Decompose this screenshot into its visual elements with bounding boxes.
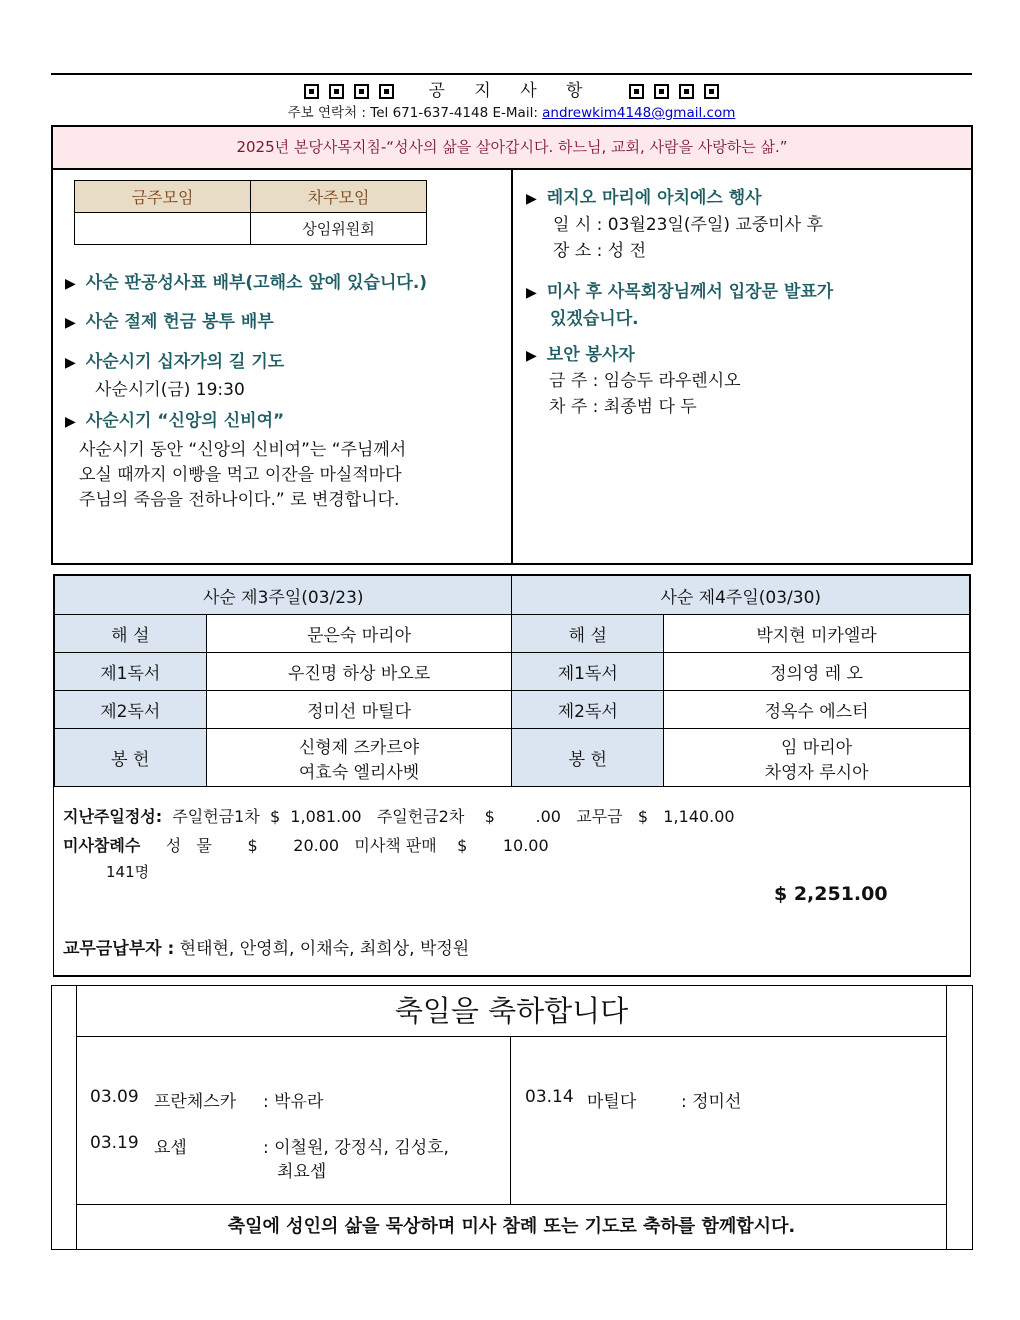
offering-total: $ 2,251.00 — [774, 883, 888, 905]
feast-footer: 축일에 성인의 삶을 묵상하며 미사 참례 또는 기도로 축하를 함께합시다. — [227, 1216, 796, 1237]
notice-text: 사순 절제 헌금 봉투 배부 — [85, 312, 274, 332]
square-bullet-icon — [679, 84, 694, 99]
top-rule — [51, 73, 972, 75]
notice-detail: 주님의 죽음을 전하나이다.” 로 변경합니다. — [79, 490, 400, 510]
offering-label: 교무금 — [576, 807, 623, 826]
notice-text: 사순시기 십자가의 길 기도 — [85, 352, 285, 372]
feast-saint: 요셉 — [154, 1138, 187, 1158]
row-label: 봉 헌 — [55, 729, 207, 787]
triangle-right-icon: ▶ — [65, 414, 76, 430]
contact-line — [51, 101, 972, 121]
offering-name: 차영자 루시아 — [764, 762, 869, 783]
triangle-right-icon: ▶ — [65, 315, 76, 331]
attendance-label: 미사참례수 — [63, 836, 141, 855]
schedule-cell: 정의영 레 오 — [664, 653, 970, 691]
notice-text-cont: 있겠습니다. — [550, 309, 639, 329]
this-week-meeting-value — [75, 213, 251, 245]
week3-header: 사순 제3주일(03/23) — [55, 576, 512, 615]
pastoral-banner: 2025년 본당사목지침-“성사의 삶을 살아갑시다. 하느님, 교회, 사람을 사랑하는 삶.” — [53, 127, 971, 170]
notice-text: 미사 후 사목회장님께서 입장문 발표가 — [546, 282, 834, 302]
feast-day-box — [51, 985, 973, 1250]
square-bullet-icon — [654, 84, 669, 99]
offering-row-1 — [63, 804, 735, 827]
liturgy-schedule-table — [54, 575, 970, 787]
schedule-cell: 정미선 마틸다 — [206, 691, 512, 729]
offering-amount: $ .00 — [484, 807, 561, 826]
feast-saint: 마틸다 — [587, 1092, 637, 1112]
next-week-meeting-value: 상임위원회 — [251, 213, 427, 245]
triangle-right-icon: ▶ — [526, 191, 537, 207]
column-divider — [511, 170, 513, 563]
row-label: 해 설 — [512, 615, 664, 653]
schedule-box — [53, 574, 971, 976]
row-label: 해 설 — [55, 615, 207, 653]
dues-payers-line — [63, 934, 469, 959]
feast-list — [77, 1037, 946, 1205]
notice-text: 사순 판공성사표 배부(고해소 앞에 있습니다.) — [85, 273, 428, 293]
notices-box — [51, 125, 973, 565]
next-week-meeting-header: 차주모임 — [251, 181, 427, 213]
feast-saint: 프란체스카 — [154, 1092, 237, 1112]
dues-payers-names: 현태현, 안영희, 이채숙, 최희상, 박정원 — [179, 939, 470, 959]
notice-text: 보안 봉사자 — [546, 345, 635, 365]
last-sunday-label: 지난주일정성: — [63, 807, 163, 826]
notice-item — [526, 277, 833, 302]
page-title: 공 지 사 항 — [428, 81, 595, 101]
offering-amount: $ 10.00 — [457, 836, 549, 855]
feast-names: 최요셉 — [277, 1162, 327, 1182]
offering-name: 임 마리아 — [780, 737, 853, 758]
offering-label: 미사책 판매 — [354, 836, 437, 855]
feast-names: : 정미선 — [681, 1092, 742, 1112]
event-date: 일 시 : 03월23일(주일) 교중미사 후 — [553, 215, 823, 235]
week4-header: 사순 제4주일(03/30) — [512, 576, 970, 615]
feast-title: 축일을 축하합니다 — [77, 986, 946, 1037]
triangle-right-icon: ▶ — [65, 355, 76, 371]
security-this-week: 금 주 : 임승두 라우렌시오 — [549, 371, 741, 391]
triangle-right-icon: ▶ — [526, 348, 537, 364]
event-place: 장 소 : 성 전 — [553, 241, 647, 261]
triangle-right-icon: ▶ — [65, 276, 76, 292]
notice-item — [65, 268, 427, 293]
offering-amount: $ 1,140.00 — [637, 807, 735, 826]
row-label: 제2독서 — [55, 691, 207, 729]
contact-text: 주보 연락처 : Tel 671-637-4148 E-Mail: — [287, 105, 543, 121]
double-rule — [53, 976, 971, 977]
schedule-cell: 정옥수 에스터 — [664, 691, 970, 729]
schedule-cell: 박지현 미카엘라 — [664, 615, 970, 653]
schedule-cell — [664, 729, 970, 787]
notice-item — [65, 347, 284, 372]
row-label: 제1독서 — [55, 653, 207, 691]
offering-name: 신형제 즈카르야 — [298, 737, 420, 758]
row-label: 봉 헌 — [512, 729, 664, 787]
feast-day-inner — [76, 986, 947, 1249]
triangle-right-icon: ▶ — [526, 285, 537, 301]
offering-amount: $ 1,081.00 — [269, 807, 362, 826]
notice-item — [526, 340, 635, 365]
schedule-cell — [206, 729, 512, 787]
square-bullet-icon — [329, 84, 344, 99]
offering-label: 성 물 — [165, 836, 212, 855]
offering-label: 주일헌금1차 — [172, 807, 260, 826]
feast-date: 03.14 — [525, 1087, 574, 1107]
security-next-week: 차 주 : 최종범 다 두 — [549, 397, 697, 417]
feast-names: : 이철원, 강정식, 김성호, — [263, 1138, 449, 1158]
schedule-cell: 우진명 하상 바오로 — [206, 653, 512, 691]
email-link[interactable]: andrewkim4148@gmail.com — [542, 105, 736, 121]
notice-heading — [51, 76, 972, 101]
notice-item — [65, 406, 284, 431]
notice-detail: 사순시기(금) 19:30 — [95, 380, 245, 400]
attendance-count: 141명 — [106, 863, 150, 881]
offering-row-2 — [63, 833, 549, 856]
notice-detail: 사순시기 동안 “신앙의 신비여”는 “주님께서 — [79, 440, 407, 460]
schedule-cell: 문은숙 마리아 — [206, 615, 512, 653]
offering-label: 주일헌금2차 — [376, 807, 465, 826]
dues-payers-label: 교무금납부자 : — [63, 939, 175, 959]
square-bullet-icon — [704, 84, 719, 99]
square-bullet-icon — [379, 84, 394, 99]
row-label: 제2독서 — [512, 691, 664, 729]
meeting-table — [74, 180, 427, 245]
notice-text: 레지오 마리에 아치에스 행사 — [546, 188, 762, 208]
square-bullet-icon — [304, 84, 319, 99]
notice-text: 사순시기 “신앙의 신비여” — [85, 411, 285, 431]
feast-date: 03.19 — [90, 1133, 139, 1153]
this-week-meeting-header: 금주모임 — [75, 181, 251, 213]
feast-divider — [510, 1037, 511, 1204]
notice-detail: 오실 때까지 이빵을 먹고 이잔을 마실적마다 — [79, 465, 402, 485]
row-label: 제1독서 — [512, 653, 664, 691]
square-bullet-icon — [354, 84, 369, 99]
offering-name: 여효숙 엘리사벳 — [298, 762, 420, 783]
notice-item — [526, 183, 762, 208]
notice-item — [65, 307, 274, 332]
feast-date: 03.09 — [90, 1087, 139, 1107]
offering-amount: $ 20.00 — [247, 836, 340, 855]
square-bullet-icon — [629, 84, 644, 99]
feast-names: : 박유라 — [263, 1092, 324, 1112]
